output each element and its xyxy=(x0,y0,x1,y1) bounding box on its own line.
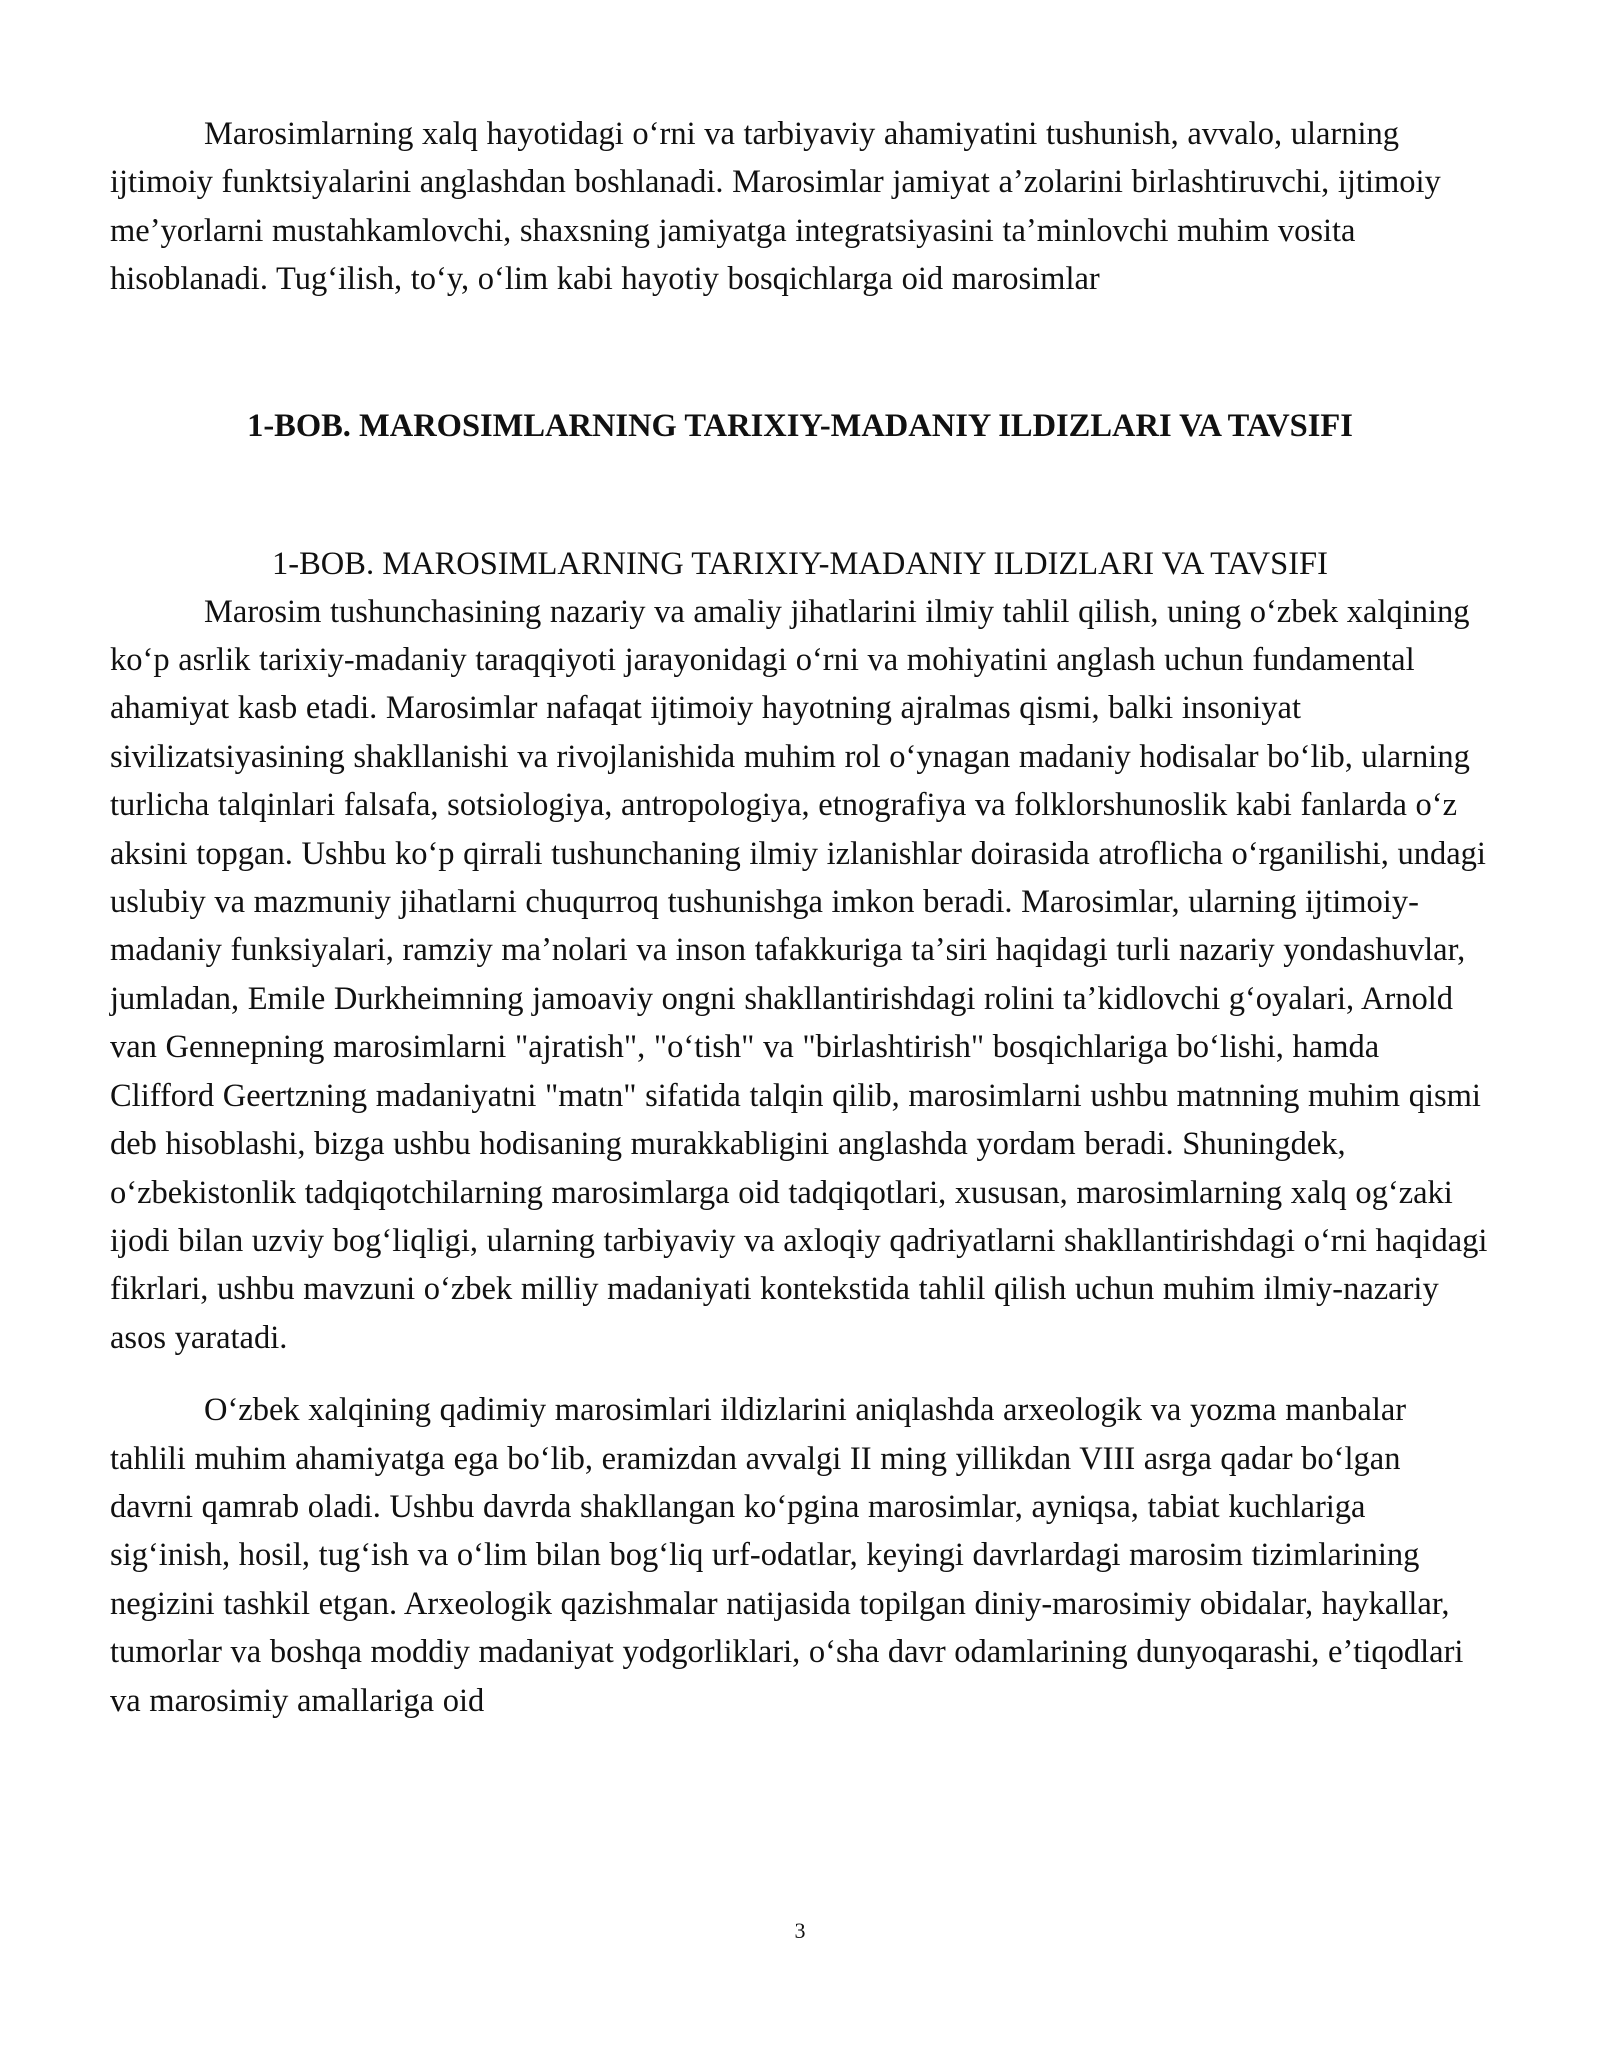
page-number: 3 xyxy=(794,1918,806,1943)
body-paragraph-archaeology: Oʻzbek xalqining qadimiy marosimlari ildizlarini aniqlashda arxeologik va yozma manbalar tahlili muhim ahamiyatga ega boʻlib, eramizdan avvalgi II ming yillikdan VIII asrga qadar boʻlgan davrni qamrab oladi. Ushbu davrda shakllangan koʻpgina marosimlar, ayniqsa, tabiat kuchlariga sigʻinish, hosil, tugʻish va oʻlim bilan bogʻliq urf-odatlar, keyingi davrlardagi marosim tizimlarining negizini tashkil etgan. Arxeologik qazishmalar natijasida topilgan diniy-marosimiy obidalar, haykallar, tumorlar va boshqa moddiy madaniyat yodgorliklari, oʻsha davr odamlarining dunyoqarashi, eʼtiqodlari va marosimiy amallariga oid xyxy=(110,1392,1464,1719)
chapter-heading-bold: 1-BOB. MAROSIMLARNING TARIXIY-MADANIY ILDIZLARI VA TAVSIFI xyxy=(247,407,1353,444)
document-page xyxy=(110,110,1490,1725)
intro-paragraph: Marosimlarning xalq hayotidagi oʻrni va tarbiyaviy ahamiyatini tushunish, avvalo, ularning ijtimoiy funktsiyalarini anglashdan boshlanadi. Marosimlar jamiyat aʼzolarini birlashtiruvchi, ijtimoiy meʼyorlarni mustahkamlovchi, shaxsning jamiyatga integratsiyasini taʼminlovchi muhim vosita hisoblanadi. Tugʻilish, toʻy, oʻlim kabi hayotiy bosqichlarga oid marosimlar xyxy=(110,116,1441,298)
chapter-heading-plain: 1-BOB. MAROSIMLARNING TARIXIY-MADANIY ILDIZLARI VA TAVSIFI xyxy=(272,545,1328,582)
body-paragraph-theory: Marosim tushunchasining nazariy va amaliy jihatlarini ilmiy tahlil qilish, uning oʻzbek xalqining koʻp asrlik tarixiy-madaniy taraqqiyoti jarayonidagi oʻrni va mohiyatini anglash uchun fundamental ahamiyat kasb etadi. Marosimlar nafaqat ijtimoiy hayotning ajralmas qismi, balki insoniyat sivilizatsiyasining shakllanishi va rivojlanishida muhim rol oʻynagan madaniy hodisalar boʻlib, ularning turlicha talqinlari falsafa, sotsiologiya, antropologiya, etnografiya va folklorshunoslik kabi fanlarda oʻz aksini topgan. Ushbu koʻp qirrali tushunchaning ilmiy izlanishlar doirasida atroflicha oʻrganilishi, undagi uslubiy va mazmuniy jihatlarni chuqurroq tushunishga imkon beradi. Marosimlar, ularning ijtimoiy-madaniy funksiyalari, ramziy maʼnolari va inson tafakkuriga taʼsiri haqidagi turli nazariy yondashuvlar, jumladan, Emile Durkheimning jamoaviy ongni shakllantirishdagi rolini taʼkidlovchi gʻoyalari, Arnold van Gennepning marosimlarni "ajratish", "oʻtish" va "birlashtirish" bosqichlariga boʻlishi, hamda Clifford Geertzning madaniyatni "matn" sifatida talqin qilib, marosimlarni ushbu matnning muhim qismi deb hisoblashi, bizga ushbu hodisaning murakkabligini anglashda yordam beradi. Shuningdek, oʻzbekistonlik tadqiqotchilarning marosimlarga oid tadqiqotlari, xususan, marosimlarning xalq ogʻzaki ijodi bilan uzviy bogʻliqligi, ularning tarbiyaviy va axloqiy qadriyatlarni shakllantirishdagi oʻrni haqidagi fikrlari, ushbu mavzuni oʻzbek milliy madaniyati kontekstida tahlil qilish uchun muhim ilmiy-nazariy asos yaratadi. xyxy=(110,593,1488,1356)
